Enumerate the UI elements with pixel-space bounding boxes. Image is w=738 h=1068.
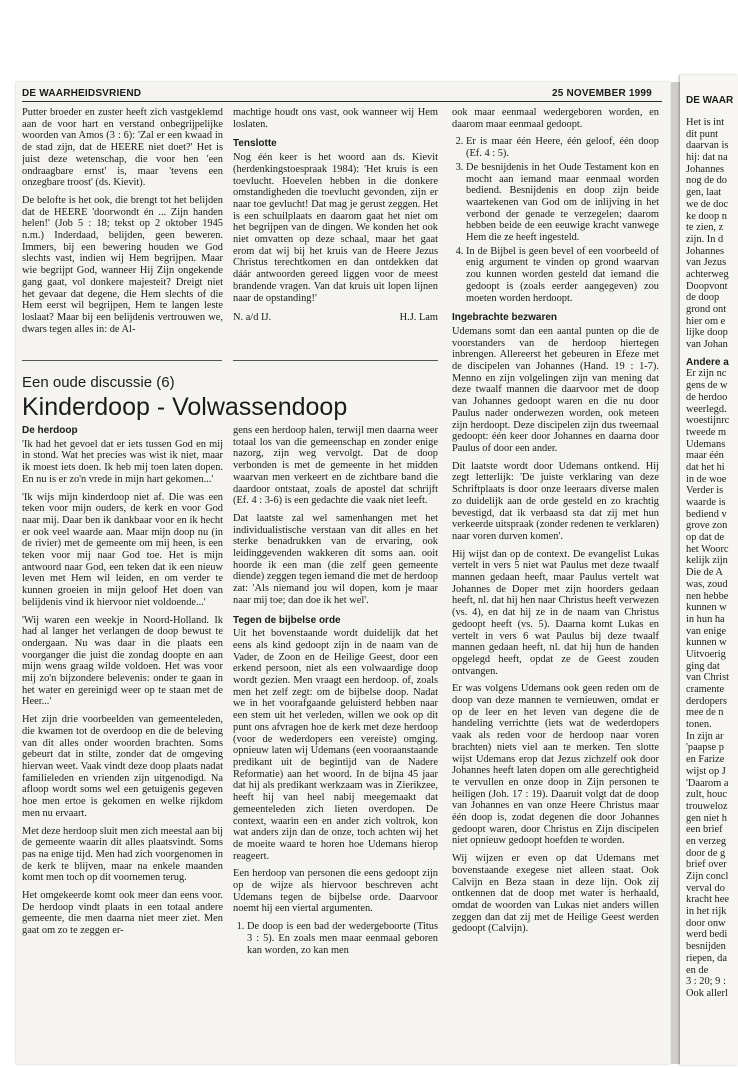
list-item: 3. De besnijdenis in het Oude Testament kon en mocht aan iemand maar eenmaal worden bediend. Besnijdenis en doop zijn beide waartekenen van God om de inlijving in het verbond der genade te verzegelen; daarom hebben beide de een eeuwige kracht vanwege Hem die ze heeft ingesteld. <box>466 162 659 244</box>
section-heading: Tegen de bijbelse orde <box>233 614 341 626</box>
next-page-header: DE WAAR <box>686 95 734 106</box>
top-article-column-2 <box>233 107 438 357</box>
main-article-column-1 <box>22 425 223 1060</box>
article-headline: Kinderdoop - Volwassendoop <box>22 393 348 421</box>
signoff-initials: N. a/d IJ. <box>233 312 272 324</box>
paragraph: Udemans somt dan een aantal punten op die de voorstanders van de herdoop hiertegen inbrengen. Allereerst het gebeuren in Efeze met de discipelen van Johannes (Hand. 19 : 1-7). Menno en zijn volgelingen zijn van mening dat deze twaalf mannen die daarvoor met de doop van Johannes gedoopt waren en die nu door Paulus nader onderwezen worden, ook meteen zijn herdoopt. Deze discipelen zijn dus tweemaal gedoopt: één keer door Johannes en daarna door Paulus of door een ander. <box>452 325 659 454</box>
paragraph: Wij wijzen er even op dat Udemans met bovenstaande exegese niet alleen staat. Ook Calvijn en Beza staan in deze lijn. Ook zij ontkennen dat de doop met water is herhaald, omdat de woorden van Lukas niet anders willen zeggen dan dat zij met de Heilige Geest werden gedoopt (Calvijn). <box>452 853 659 935</box>
issue-date: 25 NOVEMBER 1999 <box>552 88 652 99</box>
main-article-column-2 <box>233 425 438 1060</box>
list-item: 1. De doop is een bad der wedergeboorte (Titus 3 : 5). En zoals men maar eenmaal geboren kan worden, zo kan men <box>247 921 438 956</box>
paragraph: Dat laatste zal wel samenhangen met het individualistische verstaan van dit alles en het sterke benadrukken van de ervaring, ook leidinggevenden wakkeren dit soms aan. ooit hoorde ik een man (die zelf geen gemeente diende) zeggen tegen iemand die met de herdoop zat: 'Als niemand jou wil dopen, kom je maar naar mij toe; dan doe ik het wel'. <box>233 512 438 606</box>
paragraph: 'Wij waren een weekje in Noord-Holland. Ik had al langer het verlangen de doop bewust te ondergaan. Nu was daar in die plaats een voorganger die juist die zondag doopte en aan mijn wens graag wilde voldoen. Het was voor mij zo'n bijzondere belevenis: onder te gaan in het water en gereinigd weer op te staan met de Heer...' <box>22 614 223 708</box>
paragraph: 'Ik wijs mijn kinderdoop niet af. Die was een teken voor mijn ouders, de kerk en voor God naar mij. Daar ben ik dankbaar voor en ik hecht er ook veel waarde aan. Maar mijn doop nu (in de rivier) met de gemeente om mij heen, is een teken voor mij naar God toe. Het is mijn antwoord naar God, een teken dat ik een nieuw leven met Hem wil leiden, en om verder te kunnen groeien in mijn geloof Het doen van belijdenis vind ik hiervoor niet voldoende...' <box>22 491 223 608</box>
paragraph: gens een herdoop halen, terwijl men daarna weer totaal los van die gemeenschap en zonder enige nazorg, zijn weg vervolgt. Dat de doop verbonden is met de gemeente in het midden waarvan men verkeert en de zichtbare band die daardoor ontstaat, zoals de apostel dat schrijft (Ef. 4 : 3-6) is een gedachte die vaak niet leeft. <box>233 425 438 507</box>
list-item: 2. Er is maar één Heere, één geloof, één doop (Ef. 4 : 5). <box>466 136 659 159</box>
paragraph: Een herdoop van personen die eens gedoopt zijn op de wijze als hiervoor beschreven acht Udemans tegen de bijbelse orde. Daarvoor noemt hij een viertal argumenten. <box>233 868 438 915</box>
paragraph: machtige houdt ons vast, ook wanneer wij Hem loslaten. <box>233 107 438 130</box>
paragraph: Het zijn drie voorbeelden van gemeenteleden, die kwamen tot de overdoop en die de beleving van dit alles onder woorden brachten. Soms gebeurt dat in stilte, zonder dat de omgeving hiervan weet. Vaak vindt deze doop plaats nadat familieleden en vrienden zijn uitgenodigd. Na afloop wordt soms wel een getuigenis gegeven hoe men ertoe is gekomen en welke rijkdom men nu ervaart. <box>22 714 223 819</box>
paragraph: 'Ik had het gevoel dat er iets tussen God en mij in stond. Wat het precies was wist ik niet, maar ik moest iets doen. Ik heb mij toen laten dopen. En nu is er zo'n vrede in mijn hart gekomen...' <box>22 438 223 485</box>
paragraph: Het omgekeerde komt ook meer dan eens voor. De herdoop vindt plaats in een totaal andere gemeente, die men daarna niet meer ziet. Men gaat om zo te zeggen er- <box>22 890 223 937</box>
next-page <box>680 75 738 1065</box>
paragraph: Nog één keer is het woord aan ds. Kievit (herdenkingstoespraak 1984): 'Het kruis is een toevlucht. Hoevelen hebben in die donkere omstandigheden die toevlucht gevonden, zijn er naar toe gevlucht! Dat mag je gerust zeggen. Het is een schuilplaats en daarom gaat het niet om het begrijpen van de dingen. We konden het ook niet omvatten op deze schaal, maar het gaat erom dat wij bij het kruis van de Heere Jezus Christus terechtkomen en dan ontdekken dat dáár antwoorden gereed liggen voor de meest brandende vragen. Van dat kruis uit lopen lijnen naar de opstanding!' <box>233 152 438 304</box>
section-heading: De herdoop <box>22 425 78 436</box>
paragraph: Putter broeder en zuster heeft zich vastgeklemd aan de voor hart en verstand onbegrijpelijke woorden van Amos (3 : 6): 'Zal er een kwaad in de stad zijn, dat de HEERE niet doet?' Het is juist deze wetenschap, die voor hen 'een ondraagbare ernst' is, maar 'tevens een onzegbare troost' (ds. Kievit). <box>22 107 223 189</box>
paragraph: ook maar eenmaal wedergeboren worden, en daarom maar eenmaal gedoopt. <box>452 107 659 130</box>
section-heading: Ingebrachte bezwaren <box>452 312 558 324</box>
article-divider <box>22 360 222 361</box>
article-kicker: Een oude discussie (6) <box>22 374 175 391</box>
section-heading: Tenslotte <box>233 138 277 150</box>
paragraph: Uit het bovenstaande wordt duidelijk dat het eens als kind gedoopt zijn in de naam van de Vader, de Zoon en de Heilige Geest, door een erkend persoon, niet als een volwaardige doop wordt gezien. Men vraagt een herdoop. of, zoals men het zelf zegt: om de bijbelse doop. Nadat we in het voorafgaande geluisterd hebben naar een stem uit het verleden, willen we ook op dit punt ons afvragen hoe de kerk met deze herdoop (voor de wederdopers een vereiste) omging. opnieuw laten wij Udemans (een vooraanstaande predikant uit de begintijd van de Nadere Reformatie) aan het woord. In de bijna 45 jaar dat hij als predikant werkzaam was in Zierikzee, heeft hij van heel nabij meegemaakt dat gemeenteleden zich lieten overdopen. De context, waarin een en ander zich voltrok, kon wat anders zijn dan de onze, toch achten wij het de moeite waard te horen hoe Udemans hierop reageert. <box>233 628 438 862</box>
column-3 <box>452 107 659 1062</box>
next-page-column: Het is int dit punt daarvan is hij: dat na Johannes nog de do gen, laat we de doc ke doop n te zien, z zijn. In d Johannes van Jezus achterweg Doopvont de doop grond ont hier om e lijke doop van Johan Andere a Er zijn nc gens de w de herdoo weerlegd. woestijnrc tweede m Udemans maar één dat het hi in de woe Verder is waarde is bediend v grove zon op dat de het Woorc kelijk zijn Die de A was, zoud nen hebbe kunnen w in hun ha van enige kunnen w Uitvoerig ging dat van Christ cramente derdopers mee de n tonen. In zijn ar 'paapse p en Farize wijst op J 'Daarom a zult, houc trouweloz gen niet h een brief en verzeg door de g brief over Zijn concl verval do kracht hee in het rijk door onw werd bedi besnijden riepen, da en de 3 : 20; 9 : Ook allerl <box>686 117 738 1000</box>
paragraph: De belofte is het ook, die brengt tot het belijden dat de HEERE 'doorwondt én ... Zijn handen helen!' (Job 5 : 18; tekst op 2 oktober 1945 n.m.) Inderdaad, belijden, geen beweren. Immers, bij een bewering houden we God slechts vast, indien wij Hem begrijpen. Maar wie begrijpt God, wanneer Hij Zijn ongekende gang gaat, vol donkere majesteit? Dreigt niet het gevaar dat degene, die Hem slechts of die Hem eerst wil begrijpen, Hem te langen leste loslaat? Maar bij een belijdenis vertrouwen we, dwars tegen alles in: de Al- <box>22 194 223 335</box>
argument-list <box>452 136 659 304</box>
paragraph: Dit laatste wordt door Udemans ontkend. Hij zegt letterlijk: 'De juiste verklaring van deze Schriftplaats is door onze leeraars diverse malen zo duidelijk aan de orde gesteld en zo krachtig bevestigd, dat ik verbaasd sta dat zij met hun verkeerde uitspraak (zonder redenen te verklaren) naar voren durven komen'. <box>452 460 659 542</box>
signoff <box>233 312 438 324</box>
article-divider <box>233 360 438 361</box>
paragraph: Er was volgens Udemans ook geen reden om de doop van deze mannen te vernieuwen, omdat er op de leer en het leven van degene die de handeling verrichtte (iets wat de wederdopers vaak als reden voor de herdoop naar voren brachten) niets viel aan te merken. Ten slotte wijst Udemans erop dat Jezus zichzelf ook door Johannes heeft laten dopen om alle gerechtigheid te vervullen en onze doop in Zijn personen te heiligen (Joh. 17 : 19). Daaruit volgt dat de doop van Johannes en van onze Heere Christus maar één doop is, zodat degenen die door Johannes gedoopt waren, door Christus en Zijn discipelen niet opnieuw gedoopt hoefden te worden. <box>452 683 659 847</box>
header-rule <box>22 101 662 102</box>
list-item: 4. In de Bijbel is geen bevel of een voorbeeld of enig argument te vinden op grond waarvan zou kunnen worden gesteld dat iemand die gedoopt is (zoals eerder aangegeven) zou moeten worden herdoopt. <box>466 246 659 305</box>
paragraph: Hij wijst dan op de context. De evangelist Lukas vertelt in vers 5 niet wat Paulus met deze twaalf mannen gedaan heeft, maar Paulus vertelt wat Johannes de Doper met zijn hoorders gedaan heeft, nl. dat hij hen naar Christus heeft verwezen (vs. 4), en dat hij ze in de naam van Christus gedoopt heeft (vs. 5). Daarna komt Lukas en vertelt in vers 6 wat Paulus bij deze twaalf mannen gedaan heeft, nl. dat hij hun de handen opgelegd heeft, opdat ze de Geest zouden ontvangen. <box>452 548 659 677</box>
author-name: H.J. Lam <box>399 312 438 324</box>
top-article-column-1 <box>22 107 223 357</box>
paragraph: Met deze herdoop sluit men zich meestal aan bij de gemeente waarin dit alles plaatsvindt. Soms pas na enige tijd. Men had zich voorgenomen in de kerk te blijven, maar na enkele maanden komt men toch op dit voornemen terug. <box>22 825 223 884</box>
next-page-subheading: Andere a <box>686 356 729 368</box>
publication-name: DE WAARHEIDSVRIEND <box>22 88 142 99</box>
argument-list <box>233 921 438 956</box>
